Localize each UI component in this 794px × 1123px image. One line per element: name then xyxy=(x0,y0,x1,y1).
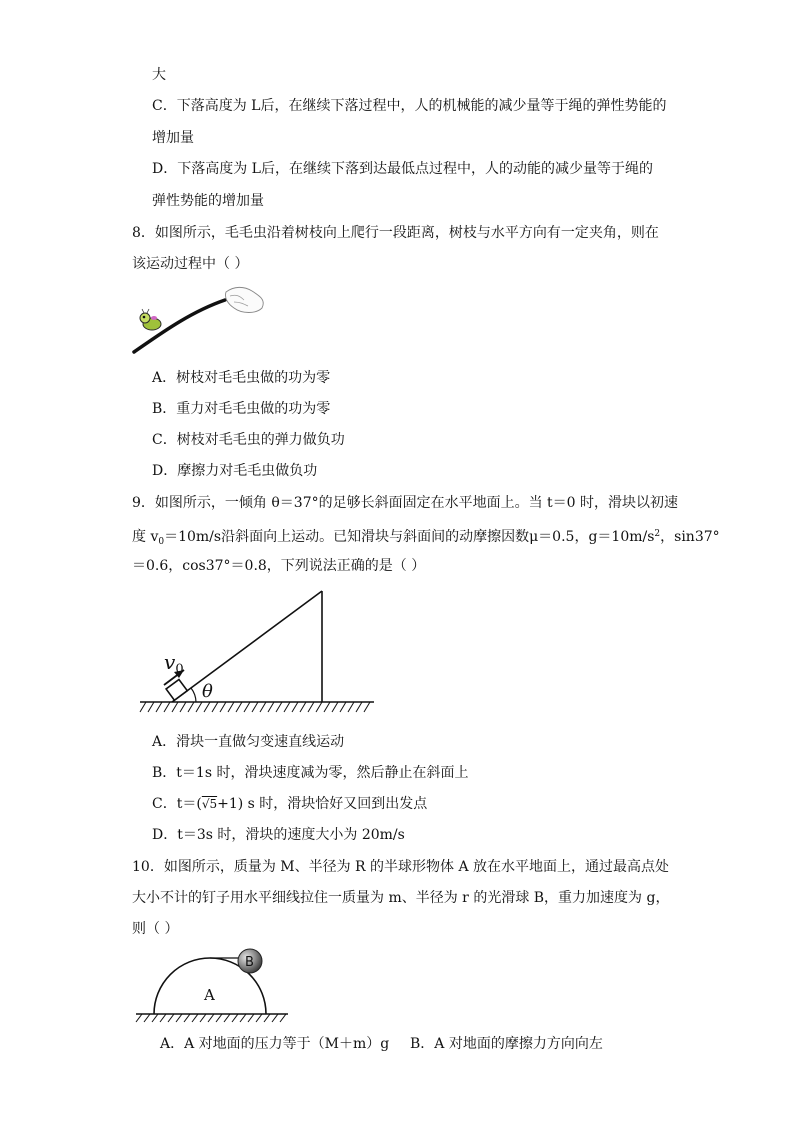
q8-option-a: A．树枝对毛毛虫做的功为零 xyxy=(152,370,331,386)
q9-stem-line2: 度 $v_0=10m/s$沿斜面向上运动。已知滑块与斜面间的动摩擦因数μ＝0.5，$g=10m/s^2$，sin37° xyxy=(132,529,720,547)
q9-stem-line3: ＝0.6，cos37°＝0.8，下列说法正确的是（ ） xyxy=(132,558,426,574)
velocity-label: $v_0$ xyxy=(164,650,184,677)
angle-arc xyxy=(191,688,196,702)
q8-stem-line1: 8．如图所示，毛毛虫沿着树枝向上爬行一段距离，树枝与水平方向有一定夹角，则在 xyxy=(132,225,659,241)
hand-icon xyxy=(225,287,263,312)
q10-option-b: B．A 对地面的摩擦力方向向左 xyxy=(410,1036,603,1052)
q8-option-d: D．摩擦力对毛毛虫做负功 xyxy=(152,463,318,479)
q8-stem-line2: 该运动过程中（ ） xyxy=(132,256,249,272)
ground-hatching xyxy=(136,1014,286,1022)
slider-block xyxy=(166,679,187,700)
ball-b-label: B xyxy=(245,955,254,970)
q10-stem-line3: 则（ ） xyxy=(132,921,179,937)
q8-option-b: B．重力对毛毛虫做的功为零 xyxy=(152,401,331,417)
q9-option-d: D．t＝3s 时，滑块的速度大小为 20m/s xyxy=(152,827,405,843)
q9-stem-line1: 9．如图所示，一倾角 θ＝37°的足够长斜面固定在水平地面上。当 t＝0 时，滑块以初速 xyxy=(132,495,679,511)
q9-option-a: A．滑块一直做匀变速直线运动 xyxy=(152,734,345,750)
incline-figure xyxy=(138,586,378,718)
q7-continuation: 大 xyxy=(152,67,166,83)
q7-option-c-line2: 增加量 xyxy=(152,130,194,146)
q7-option-d-line1: D．下落高度为 L后，在继续下落到达最低点过程中，人的动能的减少量等于绳的 xyxy=(152,161,653,177)
q8-option-c: C．树枝对毛毛虫的弹力做负功 xyxy=(152,432,345,448)
hemisphere-ball-figure xyxy=(134,944,290,1026)
angle-label: θ xyxy=(202,681,213,702)
caterpillar-icon xyxy=(140,309,161,330)
caterpillar-branch-figure xyxy=(130,282,270,358)
q9-option-b: B．t＝1s 时，滑块速度减为零，然后静止在斜面上 xyxy=(152,765,469,781)
q7-option-c-line1: C．下落高度为 L后，在继续下落过程中，人的机械能的减少量等于绳的弹性势能的 xyxy=(152,98,667,114)
q9-option-c: C．t＝(√5+1) s 时，滑块恰好又回到出发点 xyxy=(152,796,428,812)
q10-option-a: A．A 对地面的压力等于（M＋m）g xyxy=(160,1036,390,1052)
hemisphere-a-label: A xyxy=(204,986,215,1004)
q7-option-d-line2: 弹性势能的增加量 xyxy=(152,193,264,209)
ground-hatching xyxy=(140,702,370,712)
q10-stem-line1: 10．如图所示，质量为 M、半径为 R 的半球形物体 A 放在水平地面上，通过最高点处 xyxy=(132,859,670,875)
q10-stem-line2: 大小不计的钉子用水平细线拉住一质量为 m、半径为 r 的光滑球 B，重力加速度为 g， xyxy=(132,890,670,906)
incline-slope xyxy=(172,591,322,702)
